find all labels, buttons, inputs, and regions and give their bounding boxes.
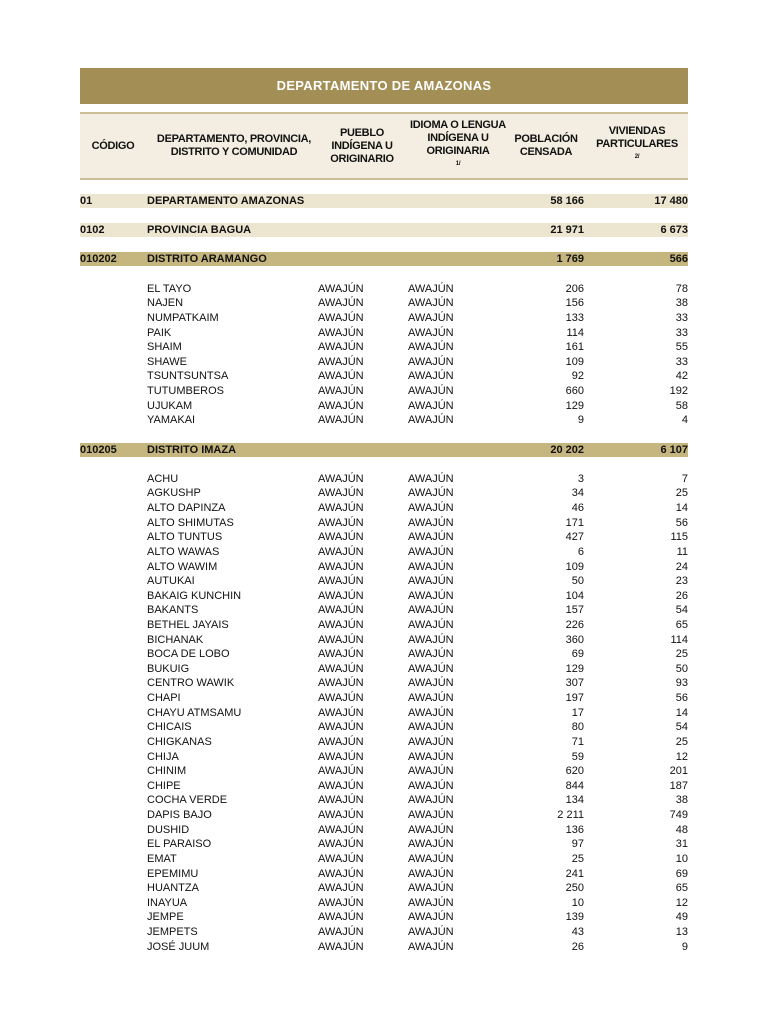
table-row xyxy=(80,486,688,500)
row-pueblo: AWAJÚN xyxy=(318,370,364,382)
row-name: BETHEL JAYAIS xyxy=(147,619,229,631)
row-poblacion: 660 xyxy=(565,385,584,397)
row-idioma: AWAJÚN xyxy=(408,634,454,646)
row-poblacion: 226 xyxy=(565,619,584,631)
row-code: 010205 xyxy=(80,444,117,456)
row-poblacion: 9 xyxy=(577,414,584,426)
row-poblacion: 3 xyxy=(577,473,584,485)
row-code: 0102 xyxy=(80,224,105,236)
row-viviendas: 56 xyxy=(675,692,688,704)
table-row xyxy=(80,282,688,296)
row-pueblo: AWAJÚN xyxy=(318,882,364,894)
row-pueblo: AWAJÚN xyxy=(318,809,364,821)
prov-row xyxy=(80,223,688,237)
row-poblacion: 206 xyxy=(565,283,584,295)
row-pueblo: AWAJÚN xyxy=(318,561,364,573)
row-viviendas: 749 xyxy=(669,809,688,821)
row-viviendas: 187 xyxy=(669,780,688,792)
row-viviendas: 13 xyxy=(675,926,688,938)
row-idioma: AWAJÚN xyxy=(408,838,454,850)
row-idioma: AWAJÚN xyxy=(408,385,454,397)
row-pueblo: AWAJÚN xyxy=(318,517,364,529)
row-poblacion: 21 971 xyxy=(550,224,584,236)
row-name: CHAYU ATMSAMU xyxy=(147,707,242,719)
table-row xyxy=(80,720,688,734)
table-row xyxy=(80,896,688,910)
header-codigo: CÓDIGO xyxy=(91,139,135,152)
row-idioma: AWAJÚN xyxy=(408,926,454,938)
row-poblacion: 129 xyxy=(565,400,584,412)
row-viviendas: 38 xyxy=(675,297,688,309)
row-pueblo: AWAJÚN xyxy=(318,838,364,850)
row-name: EMAT xyxy=(147,853,177,865)
row-pueblo: AWAJÚN xyxy=(318,780,364,792)
row-viviendas: 58 xyxy=(675,400,688,412)
row-viviendas: 11 xyxy=(676,546,688,558)
table-row xyxy=(80,560,688,574)
row-poblacion: 109 xyxy=(565,356,584,368)
row-idioma: AWAJÚN xyxy=(408,531,454,543)
row-name: JEMPETS xyxy=(147,926,198,938)
row-code: 01 xyxy=(80,195,93,207)
row-pueblo: AWAJÚN xyxy=(318,794,364,806)
table-row xyxy=(80,296,688,310)
row-poblacion: 59 xyxy=(571,751,584,763)
row-viviendas: 12 xyxy=(675,897,688,909)
row-idioma: AWAJÚN xyxy=(408,736,454,748)
row-pueblo: AWAJÚN xyxy=(318,721,364,733)
row-name: PAIK xyxy=(147,327,172,339)
row-pueblo: AWAJÚN xyxy=(318,926,364,938)
table-row xyxy=(80,369,688,383)
row-idioma: AWAJÚN xyxy=(408,400,454,412)
row-pueblo: AWAJÚN xyxy=(318,531,364,543)
table-header xyxy=(80,112,688,180)
row-name: NAJEN xyxy=(147,297,184,309)
row-pueblo: AWAJÚN xyxy=(318,283,364,295)
row-poblacion: 161 xyxy=(565,341,584,353)
table-row xyxy=(80,574,688,588)
row-poblacion: 43 xyxy=(571,926,584,938)
footnote-1: 1/ xyxy=(455,160,461,167)
table-row xyxy=(80,764,688,778)
row-pueblo: AWAJÚN xyxy=(318,414,364,426)
row-idioma: AWAJÚN xyxy=(408,414,454,426)
row-name: ALTO DAPINZA xyxy=(147,502,226,514)
table-row xyxy=(80,633,688,647)
table-row xyxy=(80,706,688,720)
row-name: ALTO SHIMUTAS xyxy=(147,517,234,529)
row-name: CHICAIS xyxy=(147,721,192,733)
row-viviendas: 12 xyxy=(675,751,688,763)
row-name: AUTUKAI xyxy=(147,575,195,587)
row-pueblo: AWAJÚN xyxy=(318,751,364,763)
row-name: ALTO TUNTUS xyxy=(147,531,223,543)
row-pueblo: AWAJÚN xyxy=(318,765,364,777)
row-name: CENTRO WAWIK xyxy=(147,677,235,689)
row-poblacion: 114 xyxy=(566,327,584,339)
row-poblacion: 360 xyxy=(565,634,584,646)
table-row xyxy=(80,501,688,515)
table-row xyxy=(80,910,688,924)
row-pueblo: AWAJÚN xyxy=(318,692,364,704)
row-viviendas: 25 xyxy=(675,648,688,660)
table-row xyxy=(80,311,688,325)
table-row xyxy=(80,530,688,544)
table-row xyxy=(80,355,688,369)
row-pueblo: AWAJÚN xyxy=(318,677,364,689)
table-row xyxy=(80,867,688,881)
row-viviendas: 31 xyxy=(675,838,688,850)
row-idioma: AWAJÚN xyxy=(408,604,454,616)
row-poblacion: 20 202 xyxy=(550,444,584,456)
row-poblacion: 133 xyxy=(565,312,584,324)
row-pueblo: AWAJÚN xyxy=(318,487,364,499)
row-name: TSUNTSUNTSA xyxy=(147,370,229,382)
row-name: DAPIS BAJO xyxy=(147,809,212,821)
row-idioma: AWAJÚN xyxy=(408,356,454,368)
table-row xyxy=(80,793,688,807)
row-poblacion: 197 xyxy=(565,692,584,704)
row-name: EL TAYO xyxy=(147,283,192,295)
table-row xyxy=(80,940,688,954)
row-idioma: AWAJÚN xyxy=(408,327,454,339)
row-poblacion: 156 xyxy=(565,297,584,309)
row-name: BUKUIG xyxy=(147,663,190,675)
row-viviendas: 54 xyxy=(675,721,688,733)
table-row xyxy=(80,340,688,354)
row-idioma: AWAJÚN xyxy=(408,677,454,689)
row-pueblo: AWAJÚN xyxy=(318,327,364,339)
table-row xyxy=(80,603,688,617)
row-pueblo: AWAJÚN xyxy=(318,941,364,953)
row-viviendas: 7 xyxy=(681,473,688,485)
row-name: BAKAIG KUNCHIN xyxy=(147,590,242,602)
row-poblacion: 10 xyxy=(571,897,584,909)
row-poblacion: 34 xyxy=(571,487,584,499)
row-idioma: AWAJÚN xyxy=(408,517,454,529)
header-poblacion: POBLACIÓN CENSADA xyxy=(514,133,578,158)
row-idioma: AWAJÚN xyxy=(408,911,454,923)
row-viviendas: 25 xyxy=(675,736,688,748)
row-name: CHIGKANAS xyxy=(147,736,212,748)
footnote-2: 2/ xyxy=(634,154,640,161)
row-idioma: AWAJÚN xyxy=(408,590,454,602)
header-pueblo: PUEBLO INDÍGENA U ORIGINARIO xyxy=(330,126,394,165)
row-poblacion: 104 xyxy=(565,590,584,602)
row-name: SHAIM xyxy=(147,341,182,353)
row-idioma: AWAJÚN xyxy=(408,765,454,777)
table-row xyxy=(80,545,688,559)
row-idioma: AWAJÚN xyxy=(408,721,454,733)
row-idioma: AWAJÚN xyxy=(408,794,454,806)
row-pueblo: AWAJÚN xyxy=(318,619,364,631)
row-pueblo: AWAJÚN xyxy=(318,663,364,675)
row-poblacion: 25 xyxy=(571,853,584,865)
row-idioma: AWAJÚN xyxy=(408,882,454,894)
row-idioma: AWAJÚN xyxy=(408,707,454,719)
row-idioma: AWAJÚN xyxy=(408,341,454,353)
row-name: BICHANAK xyxy=(147,634,204,646)
row-idioma: AWAJÚN xyxy=(408,751,454,763)
census-document xyxy=(80,68,688,180)
row-viviendas: 42 xyxy=(675,370,688,382)
table-row xyxy=(80,837,688,851)
row-name: DEPARTAMENTO AMAZONAS xyxy=(147,195,305,207)
row-idioma: AWAJÚN xyxy=(408,546,454,558)
row-viviendas: 14 xyxy=(675,707,688,719)
row-pueblo: AWAJÚN xyxy=(318,868,364,880)
row-name: DUSHID xyxy=(147,824,190,836)
row-viviendas: 14 xyxy=(675,502,688,514)
row-poblacion: 241 xyxy=(565,868,584,880)
row-name: TUTUMBEROS xyxy=(147,385,224,397)
row-pueblo: AWAJÚN xyxy=(318,400,364,412)
row-idioma: AWAJÚN xyxy=(408,663,454,675)
row-viviendas: 50 xyxy=(675,663,688,675)
row-name: PROVINCIA BAGUA xyxy=(147,224,252,236)
table-row xyxy=(80,662,688,676)
row-poblacion: 71 xyxy=(571,736,584,748)
row-viviendas: 9 xyxy=(681,941,688,953)
row-poblacion: 250 xyxy=(565,882,584,894)
row-viviendas: 65 xyxy=(675,619,688,631)
table-row xyxy=(80,413,688,427)
header-departamento: DEPARTAMENTO, PROVINCIA, DISTRITO Y COMUNIDAD xyxy=(156,133,312,158)
row-pueblo: AWAJÚN xyxy=(318,736,364,748)
row-name: EL PARAISO xyxy=(147,838,212,850)
row-pueblo: AWAJÚN xyxy=(318,707,364,719)
table-row xyxy=(80,808,688,822)
row-pueblo: AWAJÚN xyxy=(318,575,364,587)
table-row xyxy=(80,676,688,690)
table-row xyxy=(80,472,688,486)
row-pueblo: AWAJÚN xyxy=(318,897,364,909)
row-idioma: AWAJÚN xyxy=(408,502,454,514)
row-poblacion: 69 xyxy=(571,648,584,660)
row-idioma: AWAJÚN xyxy=(408,561,454,573)
row-viviendas: 78 xyxy=(675,283,688,295)
row-idioma: AWAJÚN xyxy=(408,780,454,792)
table-row xyxy=(80,823,688,837)
row-poblacion: 844 xyxy=(565,780,584,792)
row-poblacion: 157 xyxy=(565,604,584,616)
row-name: DISTRITO IMAZA xyxy=(147,444,237,456)
table-row xyxy=(80,881,688,895)
row-poblacion: 80 xyxy=(571,721,584,733)
row-name: INAYUA xyxy=(147,897,188,909)
table-row xyxy=(80,735,688,749)
table-row xyxy=(80,750,688,764)
table-row xyxy=(80,852,688,866)
row-pueblo: AWAJÚN xyxy=(318,356,364,368)
dist-row xyxy=(80,252,688,266)
row-viviendas: 192 xyxy=(669,385,688,397)
row-name: ALTO WAWAS xyxy=(147,546,220,558)
table-row xyxy=(80,589,688,603)
row-idioma: AWAJÚN xyxy=(408,809,454,821)
row-name: JOSÉ JUUM xyxy=(147,941,210,953)
row-name: DISTRITO ARAMANGO xyxy=(147,253,267,265)
row-poblacion: 307 xyxy=(565,677,584,689)
header-idioma: IDIOMA O LENGUA INDÍGENA U ORIGINARIA $^{1/}$ xyxy=(410,118,506,167)
page-title: DEPARTAMENTO DE AMAZONAS xyxy=(80,68,688,104)
dist-row xyxy=(80,443,688,457)
row-idioma: AWAJÚN xyxy=(408,575,454,587)
row-poblacion: 58 166 xyxy=(550,195,584,207)
row-viviendas: 69 xyxy=(675,868,688,880)
dept-row xyxy=(80,194,688,208)
row-viviendas: 93 xyxy=(675,677,688,689)
table-row xyxy=(80,399,688,413)
row-pueblo: AWAJÚN xyxy=(318,473,364,485)
row-poblacion: 46 xyxy=(571,502,584,514)
row-name: HUANTZA xyxy=(147,882,199,894)
row-name: BOCA DE LOBO xyxy=(147,648,230,660)
row-idioma: AWAJÚN xyxy=(408,941,454,953)
row-viviendas: 48 xyxy=(675,824,688,836)
row-viviendas: 4 xyxy=(681,414,688,426)
row-idioma: AWAJÚN xyxy=(408,312,454,324)
row-idioma: AWAJÚN xyxy=(408,868,454,880)
row-idioma: AWAJÚN xyxy=(408,487,454,499)
row-poblacion: 109 xyxy=(565,561,584,573)
row-poblacion: 17 xyxy=(571,707,584,719)
row-idioma: AWAJÚN xyxy=(408,853,454,865)
row-poblacion: 6 xyxy=(577,546,584,558)
row-name: EPEMIMU xyxy=(147,868,199,880)
row-viviendas: 201 xyxy=(669,765,688,777)
row-poblacion: 171 xyxy=(565,517,584,529)
row-name: BAKANTS xyxy=(147,604,199,616)
row-idioma: AWAJÚN xyxy=(408,283,454,295)
row-name: CHIPE xyxy=(147,780,181,792)
row-viviendas: 33 xyxy=(675,327,688,339)
row-viviendas: 10 xyxy=(675,853,688,865)
row-viviendas: 55 xyxy=(675,341,688,353)
row-name: JEMPE xyxy=(147,911,184,923)
row-viviendas: 23 xyxy=(675,575,688,587)
row-pueblo: AWAJÚN xyxy=(318,911,364,923)
table-row xyxy=(80,326,688,340)
row-idioma: AWAJÚN xyxy=(408,619,454,631)
table-row xyxy=(80,516,688,530)
row-poblacion: 97 xyxy=(571,838,584,850)
row-pueblo: AWAJÚN xyxy=(318,604,364,616)
row-poblacion: 26 xyxy=(571,941,584,953)
row-pueblo: AWAJÚN xyxy=(318,341,364,353)
row-pueblo: AWAJÚN xyxy=(318,853,364,865)
row-poblacion: 92 xyxy=(571,370,584,382)
row-viviendas: 38 xyxy=(675,794,688,806)
row-name: COCHA VERDE xyxy=(147,794,228,806)
row-pueblo: AWAJÚN xyxy=(318,634,364,646)
row-name: SHAWE xyxy=(147,356,187,368)
row-poblacion: 129 xyxy=(565,663,584,675)
row-name: CHAPI xyxy=(147,692,181,704)
row-idioma: AWAJÚN xyxy=(408,370,454,382)
row-code: 010202 xyxy=(80,253,117,265)
row-poblacion: 427 xyxy=(565,531,584,543)
row-name: AGKUSHP xyxy=(147,487,201,499)
table-row xyxy=(80,779,688,793)
row-viviendas: 65 xyxy=(675,882,688,894)
table-row xyxy=(80,647,688,661)
row-poblacion: 134 xyxy=(565,794,584,806)
row-idioma: AWAJÚN xyxy=(408,648,454,660)
row-pueblo: AWAJÚN xyxy=(318,312,364,324)
row-name: NUMPATKAIM xyxy=(147,312,219,324)
row-name: CHIJA xyxy=(147,751,179,763)
row-pueblo: AWAJÚN xyxy=(318,502,364,514)
row-poblacion: 139 xyxy=(565,911,584,923)
row-name: CHINIM xyxy=(147,765,187,777)
row-viviendas: 17 480 xyxy=(654,195,688,207)
row-name: UJUKAM xyxy=(147,400,193,412)
row-viviendas: 114 xyxy=(670,634,688,646)
row-viviendas: 54 xyxy=(675,604,688,616)
row-pueblo: AWAJÚN xyxy=(318,385,364,397)
row-name: ALTO WAWIM xyxy=(147,561,218,573)
row-pueblo: AWAJÚN xyxy=(318,648,364,660)
row-viviendas: 6 673 xyxy=(660,224,688,236)
row-pueblo: AWAJÚN xyxy=(318,297,364,309)
row-pueblo: AWAJÚN xyxy=(318,590,364,602)
row-poblacion: 50 xyxy=(571,575,584,587)
row-poblacion: 136 xyxy=(565,824,584,836)
row-viviendas: 115 xyxy=(670,531,688,543)
row-poblacion: 2 211 xyxy=(557,809,584,821)
row-name: YAMAKAI xyxy=(147,414,196,426)
row-poblacion: 620 xyxy=(565,765,584,777)
row-viviendas: 26 xyxy=(675,590,688,602)
row-poblacion: 1 769 xyxy=(556,253,584,265)
table-row xyxy=(80,691,688,705)
row-idioma: AWAJÚN xyxy=(408,473,454,485)
row-viviendas: 56 xyxy=(675,517,688,529)
row-pueblo: AWAJÚN xyxy=(318,546,364,558)
row-idioma: AWAJÚN xyxy=(408,824,454,836)
header-viviendas: VIVIENDAS PARTICULARES $^{2/}$ xyxy=(596,125,678,161)
row-viviendas: 24 xyxy=(675,561,688,573)
row-viviendas: 33 xyxy=(675,356,688,368)
row-idioma: AWAJÚN xyxy=(408,297,454,309)
table-row xyxy=(80,618,688,632)
row-pueblo: AWAJÚN xyxy=(318,824,364,836)
row-viviendas: 566 xyxy=(669,253,688,265)
row-viviendas: 33 xyxy=(675,312,688,324)
row-viviendas: 25 xyxy=(675,487,688,499)
row-idioma: AWAJÚN xyxy=(408,692,454,704)
row-idioma: AWAJÚN xyxy=(408,897,454,909)
row-name: ACHU xyxy=(147,473,179,485)
row-viviendas: 49 xyxy=(675,911,688,923)
table-row xyxy=(80,384,688,398)
row-viviendas: 6 107 xyxy=(660,444,688,456)
table-row xyxy=(80,925,688,939)
